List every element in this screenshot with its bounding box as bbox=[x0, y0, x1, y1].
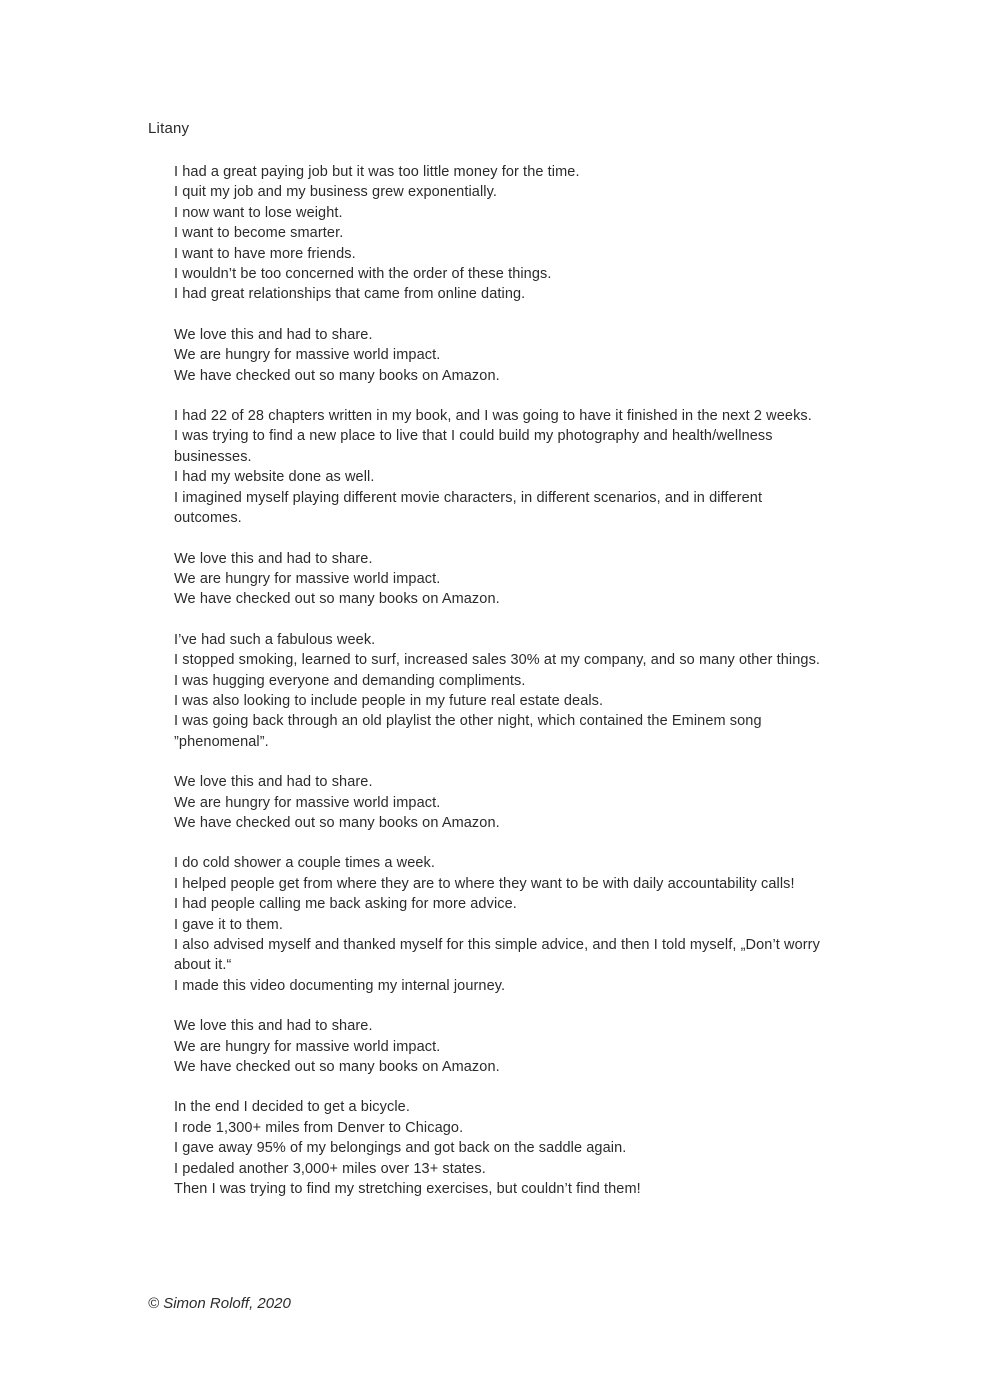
poem-line: We are hungry for massive world impact. bbox=[174, 570, 441, 587]
poem-line: I gave away 95% of my belongings and got back on the saddle again. bbox=[174, 1140, 627, 1157]
stanza-3 bbox=[174, 630, 924, 752]
poem-line: We love this and had to share. bbox=[174, 774, 373, 791]
poem-line: We love this and had to share. bbox=[174, 326, 373, 343]
poem-line: I stopped smoking, learned to surf, increased sales 30% at my company, and so many other things. bbox=[174, 652, 821, 669]
refrain-1 bbox=[174, 325, 924, 386]
poem-line: I wouldn’t be too concerned with the order of these things. bbox=[174, 266, 552, 283]
document-title: Litany bbox=[148, 120, 190, 137]
poem-line: I made this video documenting my internal journey. bbox=[174, 977, 506, 994]
poem-line: In the end I decided to get a bicycle. bbox=[174, 1099, 410, 1116]
poem-line: We love this and had to share. bbox=[174, 550, 373, 567]
poem-line: I pedaled another 3,000+ miles over 13+ states. bbox=[174, 1160, 486, 1177]
poem-line: I had people calling me back asking for more advice. bbox=[174, 896, 517, 913]
stanza-5 bbox=[174, 1097, 924, 1199]
poem-line: We have checked out so many books on Amazon. bbox=[174, 1059, 500, 1076]
poem-line: We are hungry for massive world impact. bbox=[174, 1038, 441, 1055]
poem-line: I had a great paying job but it was too little money for the time. bbox=[174, 164, 580, 180]
poem-line: I want to have more friends. bbox=[174, 245, 356, 262]
poem-line: outcomes. bbox=[174, 510, 242, 527]
poem-line: We are hungry for massive world impact. bbox=[174, 347, 441, 364]
poem-line: I imagined myself playing different movie characters, in different scenarios, and in different bbox=[174, 489, 763, 506]
poem-line: I was hugging everyone and demanding compliments. bbox=[174, 672, 526, 689]
poem-line: I rode 1,300+ miles from Denver to Chicago. bbox=[174, 1119, 464, 1136]
poem-line: I had my website done as well. bbox=[174, 469, 375, 486]
poem-line: I do cold shower a couple times a week. bbox=[174, 855, 436, 872]
poem-line: I helped people get from where they are to where they want to be with daily accountability calls! bbox=[174, 875, 795, 892]
poem-line: businesses. bbox=[174, 448, 252, 465]
poem-line: We love this and had to share. bbox=[174, 1018, 373, 1035]
poem-line: I quit my job and my business grew exponentially. bbox=[174, 184, 497, 201]
stanza-1 bbox=[174, 162, 924, 305]
poem-line: I gave it to them. bbox=[174, 916, 283, 933]
poem-line: We have checked out so many books on Amazon. bbox=[174, 367, 500, 384]
copyright-line: © Simon Roloff, 2020 bbox=[148, 1295, 291, 1313]
poem-line: I was going back through an old playlist the other night, which contained the Eminem song bbox=[174, 713, 762, 730]
poem bbox=[174, 162, 924, 1199]
refrain-2 bbox=[174, 549, 924, 610]
poem-line: I had great relationships that came from online dating. bbox=[174, 286, 526, 303]
refrain-4 bbox=[174, 1016, 924, 1077]
poem-line: I now want to lose weight. bbox=[174, 204, 343, 221]
poem-line: I also advised myself and thanked myself for this simple advice, and then I told myself, „Don’t worry bbox=[174, 937, 820, 953]
refrain-3 bbox=[174, 772, 924, 833]
poem-line: I want to become smarter. bbox=[174, 225, 344, 242]
poem-line: I had 22 of 28 chapters written in my book, and I was going to have it finished in the next 2 weeks. bbox=[174, 408, 812, 425]
poem-line: I was also looking to include people in my future real estate deals. bbox=[174, 692, 604, 709]
poem-line: about it.“ bbox=[174, 957, 232, 974]
poem-line: Then I was trying to find my stretching exercises, but couldn’t find them! bbox=[174, 1181, 641, 1198]
stanza-2 bbox=[174, 406, 924, 528]
poem-line: We have checked out so many books on Amazon. bbox=[174, 814, 500, 831]
poem-line: We have checked out so many books on Amazon. bbox=[174, 591, 500, 608]
poem-line: We are hungry for massive world impact. bbox=[174, 794, 441, 811]
poem-line: ”phenomenal”. bbox=[174, 733, 269, 750]
stanza-4 bbox=[174, 853, 924, 996]
poem-line: I was trying to find a new place to live that I could build my photography and health/wellness bbox=[174, 428, 773, 445]
poem-line: I’ve had such a fabulous week. bbox=[174, 631, 376, 648]
